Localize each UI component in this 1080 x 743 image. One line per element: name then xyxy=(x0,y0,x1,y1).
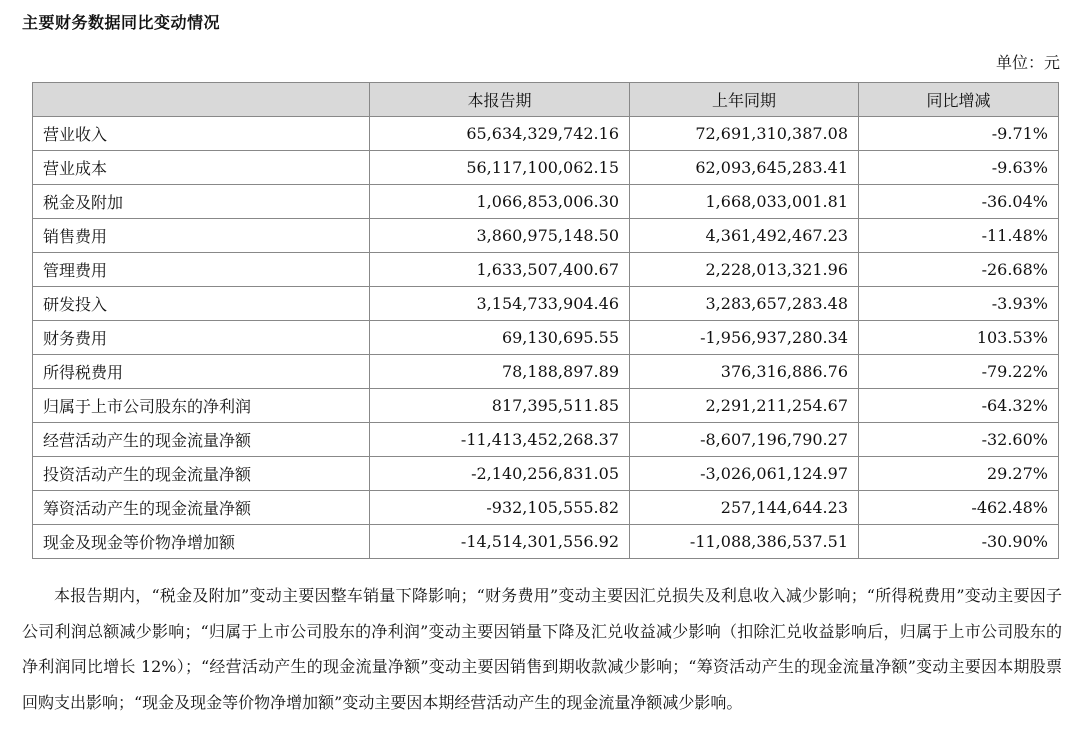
row-item-label: 现金及现金等价物净增加额 xyxy=(33,525,370,559)
financial-data-table xyxy=(32,82,1059,559)
row-item-label: 研发投入 xyxy=(33,287,370,321)
unit-label: 单位：元 xyxy=(995,53,1060,72)
table-row xyxy=(33,457,1059,491)
table-row xyxy=(33,423,1059,457)
row-change-value: -11.48% xyxy=(859,219,1059,253)
row-current-value: -14,514,301,556.92 xyxy=(370,525,630,559)
table-row xyxy=(33,525,1059,559)
row-current-value: 78,188,897.89 xyxy=(370,355,630,389)
header-yoy-change: 同比增减 xyxy=(859,83,1059,117)
row-item-label: 经营活动产生的现金流量净额 xyxy=(33,423,370,457)
row-change-value: -64.32% xyxy=(859,389,1059,423)
row-current-value: 817,395,511.85 xyxy=(370,389,630,423)
explanation-paragraph: 本报告期内，“税金及附加”变动主要因整车销量下降影响；“财务费用”变动主要因汇兑损失及利息收入减少影响；“所得税费用”变动主要因子公司利润总额减少影响；“归属于上市公司股东的净利润”变动主要因销量下降及汇兑收益减少影响（扣除汇兑收益影响后，归属于上市公司股东的净利润同比增长 12%）；“经营活动产生的现金流量净额”变动主要因销售到期收款减少影响；“筹资活动产生的现金流量净额”变动主要因本期股票回购支出影响；“现金及现金等价物净增加额”变动主要因本期经营活动产生的现金流量净额减少影响。 xyxy=(22,586,1062,712)
row-item-label: 销售费用 xyxy=(33,219,370,253)
row-prior-value: -3,026,061,124.97 xyxy=(630,457,859,491)
row-current-value: 65,634,329,742.16 xyxy=(370,117,630,151)
row-current-value: 3,860,975,148.50 xyxy=(370,219,630,253)
table-row xyxy=(33,219,1059,253)
row-change-value: -3.93% xyxy=(859,287,1059,321)
table-row xyxy=(33,389,1059,423)
table-body xyxy=(33,117,1059,559)
row-change-value: -26.68% xyxy=(859,253,1059,287)
table-row xyxy=(33,491,1059,525)
row-current-value: -2,140,256,831.05 xyxy=(370,457,630,491)
row-prior-value: 4,361,492,467.23 xyxy=(630,219,859,253)
row-item-label: 财务费用 xyxy=(33,321,370,355)
row-change-value: 103.53% xyxy=(859,321,1059,355)
row-prior-value: 72,691,310,387.08 xyxy=(630,117,859,151)
row-item-label: 所得税费用 xyxy=(33,355,370,389)
row-prior-value: -8,607,196,790.27 xyxy=(630,423,859,457)
row-item-label: 营业收入 xyxy=(33,117,370,151)
table-header-row xyxy=(33,83,1059,117)
row-prior-value: 257,144,644.23 xyxy=(630,491,859,525)
table-row xyxy=(33,185,1059,219)
row-prior-value: 3,283,657,283.48 xyxy=(630,287,859,321)
table-row xyxy=(33,287,1059,321)
row-current-value: 1,633,507,400.67 xyxy=(370,253,630,287)
header-current-period: 本报告期 xyxy=(370,83,630,117)
row-change-value: -9.63% xyxy=(859,151,1059,185)
header-item xyxy=(33,83,370,117)
row-item-label: 管理费用 xyxy=(33,253,370,287)
row-prior-value: -11,088,386,537.51 xyxy=(630,525,859,559)
row-current-value: 3,154,733,904.46 xyxy=(370,287,630,321)
row-change-value: -36.04% xyxy=(859,185,1059,219)
row-change-value: -32.60% xyxy=(859,423,1059,457)
row-current-value: 1,066,853,006.30 xyxy=(370,185,630,219)
row-current-value: -932,105,555.82 xyxy=(370,491,630,525)
row-prior-value: 2,291,211,254.67 xyxy=(630,389,859,423)
row-prior-value: 376,316,886.76 xyxy=(630,355,859,389)
row-current-value: 56,117,100,062.15 xyxy=(370,151,630,185)
row-item-label: 归属于上市公司股东的净利润 xyxy=(33,389,370,423)
row-change-value: -462.48% xyxy=(859,491,1059,525)
header-prior-period: 上年同期 xyxy=(630,83,859,117)
table-row xyxy=(33,117,1059,151)
row-prior-value: 62,093,645,283.41 xyxy=(630,151,859,185)
row-current-value: 69,130,695.55 xyxy=(370,321,630,355)
page-title: 主要财务数据同比变动情况 xyxy=(22,13,221,32)
row-item-label: 营业成本 xyxy=(33,151,370,185)
row-item-label: 投资活动产生的现金流量净额 xyxy=(33,457,370,491)
row-change-value: -79.22% xyxy=(859,355,1059,389)
row-current-value: -11,413,452,268.37 xyxy=(370,423,630,457)
row-prior-value: 1,668,033,001.81 xyxy=(630,185,859,219)
table-row xyxy=(33,253,1059,287)
row-item-label: 筹资活动产生的现金流量净额 xyxy=(33,491,370,525)
row-prior-value: 2,228,013,321.96 xyxy=(630,253,859,287)
row-prior-value: -1,956,937,280.34 xyxy=(630,321,859,355)
row-change-value: -30.90% xyxy=(859,525,1059,559)
table-row xyxy=(33,321,1059,355)
row-item-label: 税金及附加 xyxy=(33,185,370,219)
table-row xyxy=(33,151,1059,185)
table-row xyxy=(33,355,1059,389)
row-change-value: -9.71% xyxy=(859,117,1059,151)
row-change-value: 29.27% xyxy=(859,457,1059,491)
